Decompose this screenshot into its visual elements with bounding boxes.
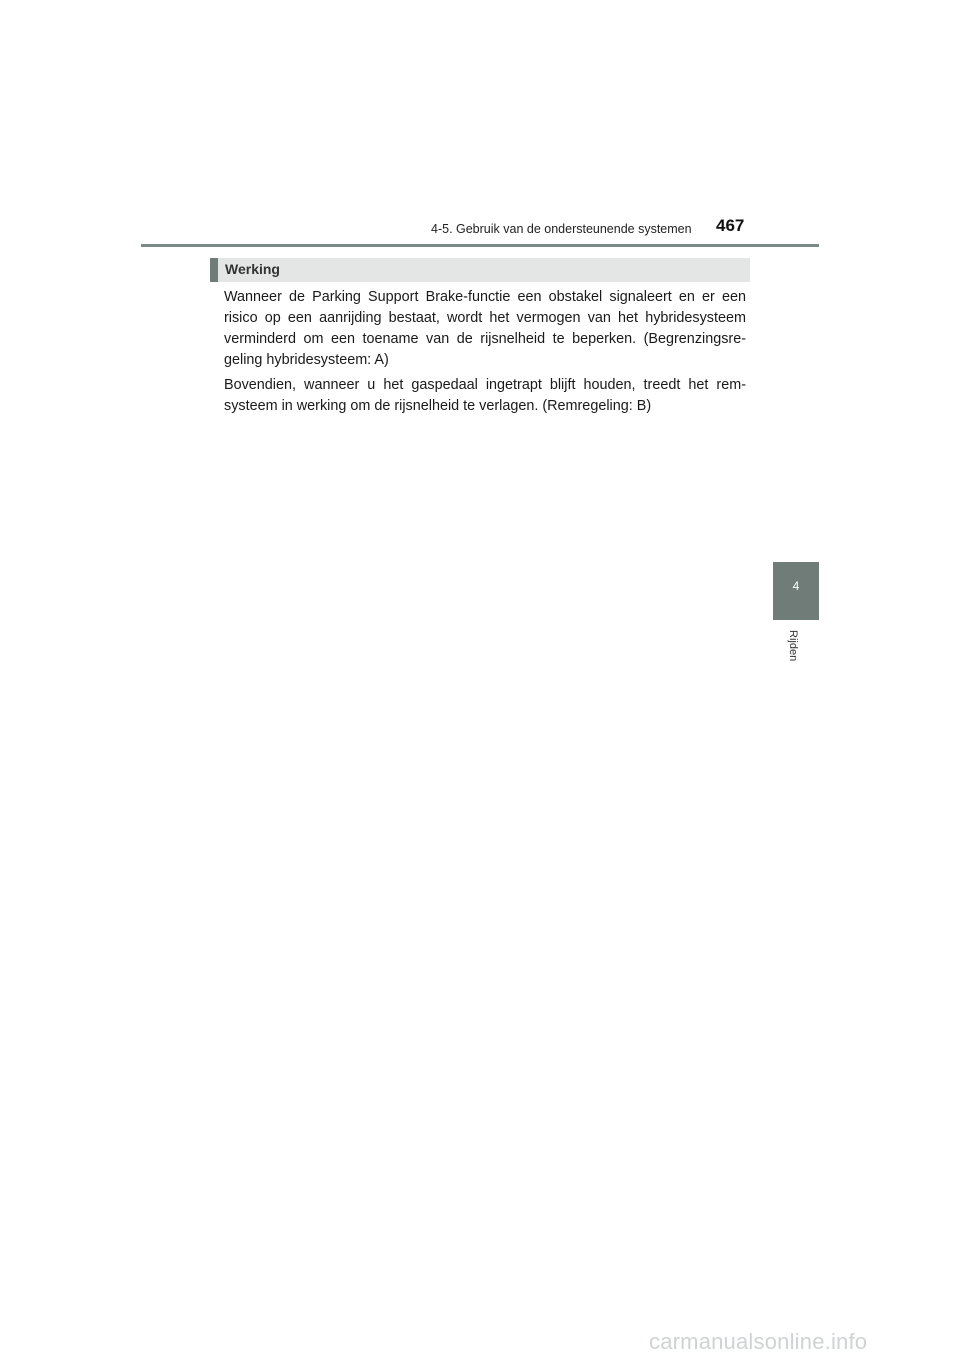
header-divider (141, 244, 819, 247)
section-heading-bar (210, 258, 750, 282)
watermark: carmanualsonline.info (649, 1329, 868, 1354)
body-paragraph: Bovendien, wanneer u het gaspedaal ingetrapt blijft houden, treedt het rem-systeem in werking om de rijsnelheid te verlagen. (Remregeling: B) (224, 377, 746, 414)
section-heading: Werking (225, 261, 280, 277)
chapter-label: Rijden (787, 630, 799, 662)
section-heading-accent (210, 258, 218, 282)
chapter-number: 4 (792, 579, 800, 593)
chapter-tab (773, 562, 819, 620)
body-paragraph: Wanneer de Parking Support Brake-functie een obstakel signaleert en er een risico op een aanrijding bestaat, wordt het vermogen van het hybridesysteem verminderd om een toename van de rijsnelheid te beperken. (Begrenzingsre-geling hybridesysteem: A) (224, 289, 746, 368)
chapter-section-title: 4-5. Gebruik van de ondersteunende systemen (431, 222, 692, 236)
page-number: 467 (716, 216, 745, 235)
